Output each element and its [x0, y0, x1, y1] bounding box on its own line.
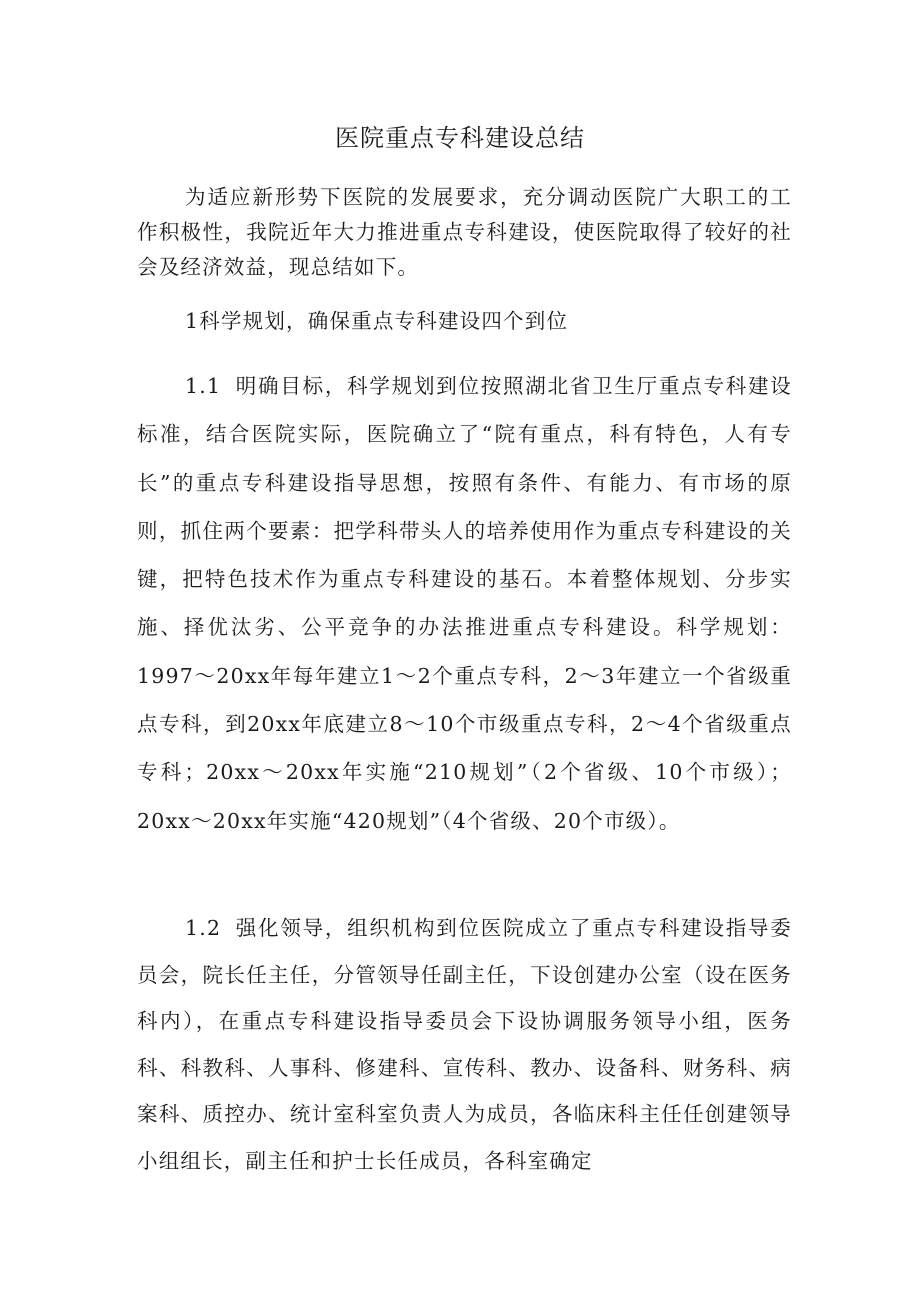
intro-paragraph: 为适应新形势下医院的发展要求，充分调动医院广大职工的工作积极性，我院近年大力推进重点专科建设，使医院取得了较好的社会及经济效益，现总结如下。: [137, 185, 792, 279]
subsection-text: 明确目标，科学规划到位按照湖北省卫生厅重点专科建设标准，结合医院实际，医院确立了“院有重点，科有特色，人有专长”的重点专科建设指导思想，按照有条件、有能力、有市场的原则，抓住两个要素：把学科带头人的培养使用作为重点专科建设的关键，把特色技术作为重点专科建设的基石。本着整体规划、分步实施、择优汰劣、公平竞争的办法推进重点专科建设。科学规划：1997～20xx年每年建立1～2个重点专科，2～3年建立一个省级重点专科，到20xx年底建立8～10个市级重点专科，2～4个省级重点专科；20xx～20xx年实施“210规划”（2个省级、10个市级）；20xx～20xx年实施“420规划”（4个省级、20个市级）。: [137, 374, 792, 833]
section-heading-1: 1科学规划，确保重点专科建设四个到位: [185, 309, 569, 333]
subsection-number: 1.1: [185, 374, 222, 398]
subsection-number: 1.2: [185, 916, 222, 940]
subsection-text: 强化领导，组织机构到位医院成立了重点专科建设指导委员会，院长任主任，分管领导任副主任，下设创建办公室（设在医务科内），在重点专科建设指导委员会下设协调服务领导小组，医务科、科教科、人事科、修建科、宣传科、教办、设备科、财务科、病案科、质控办、统计室科室负责人为成员，各临床科主任任创建领导小组组长，副主任和护士长任成员，各科室确定: [137, 916, 792, 1173]
subsection-1-2: [137, 905, 792, 1184]
subsection-1-1: [137, 362, 792, 845]
document-title: 医院重点专科建设总结: [335, 124, 585, 152]
